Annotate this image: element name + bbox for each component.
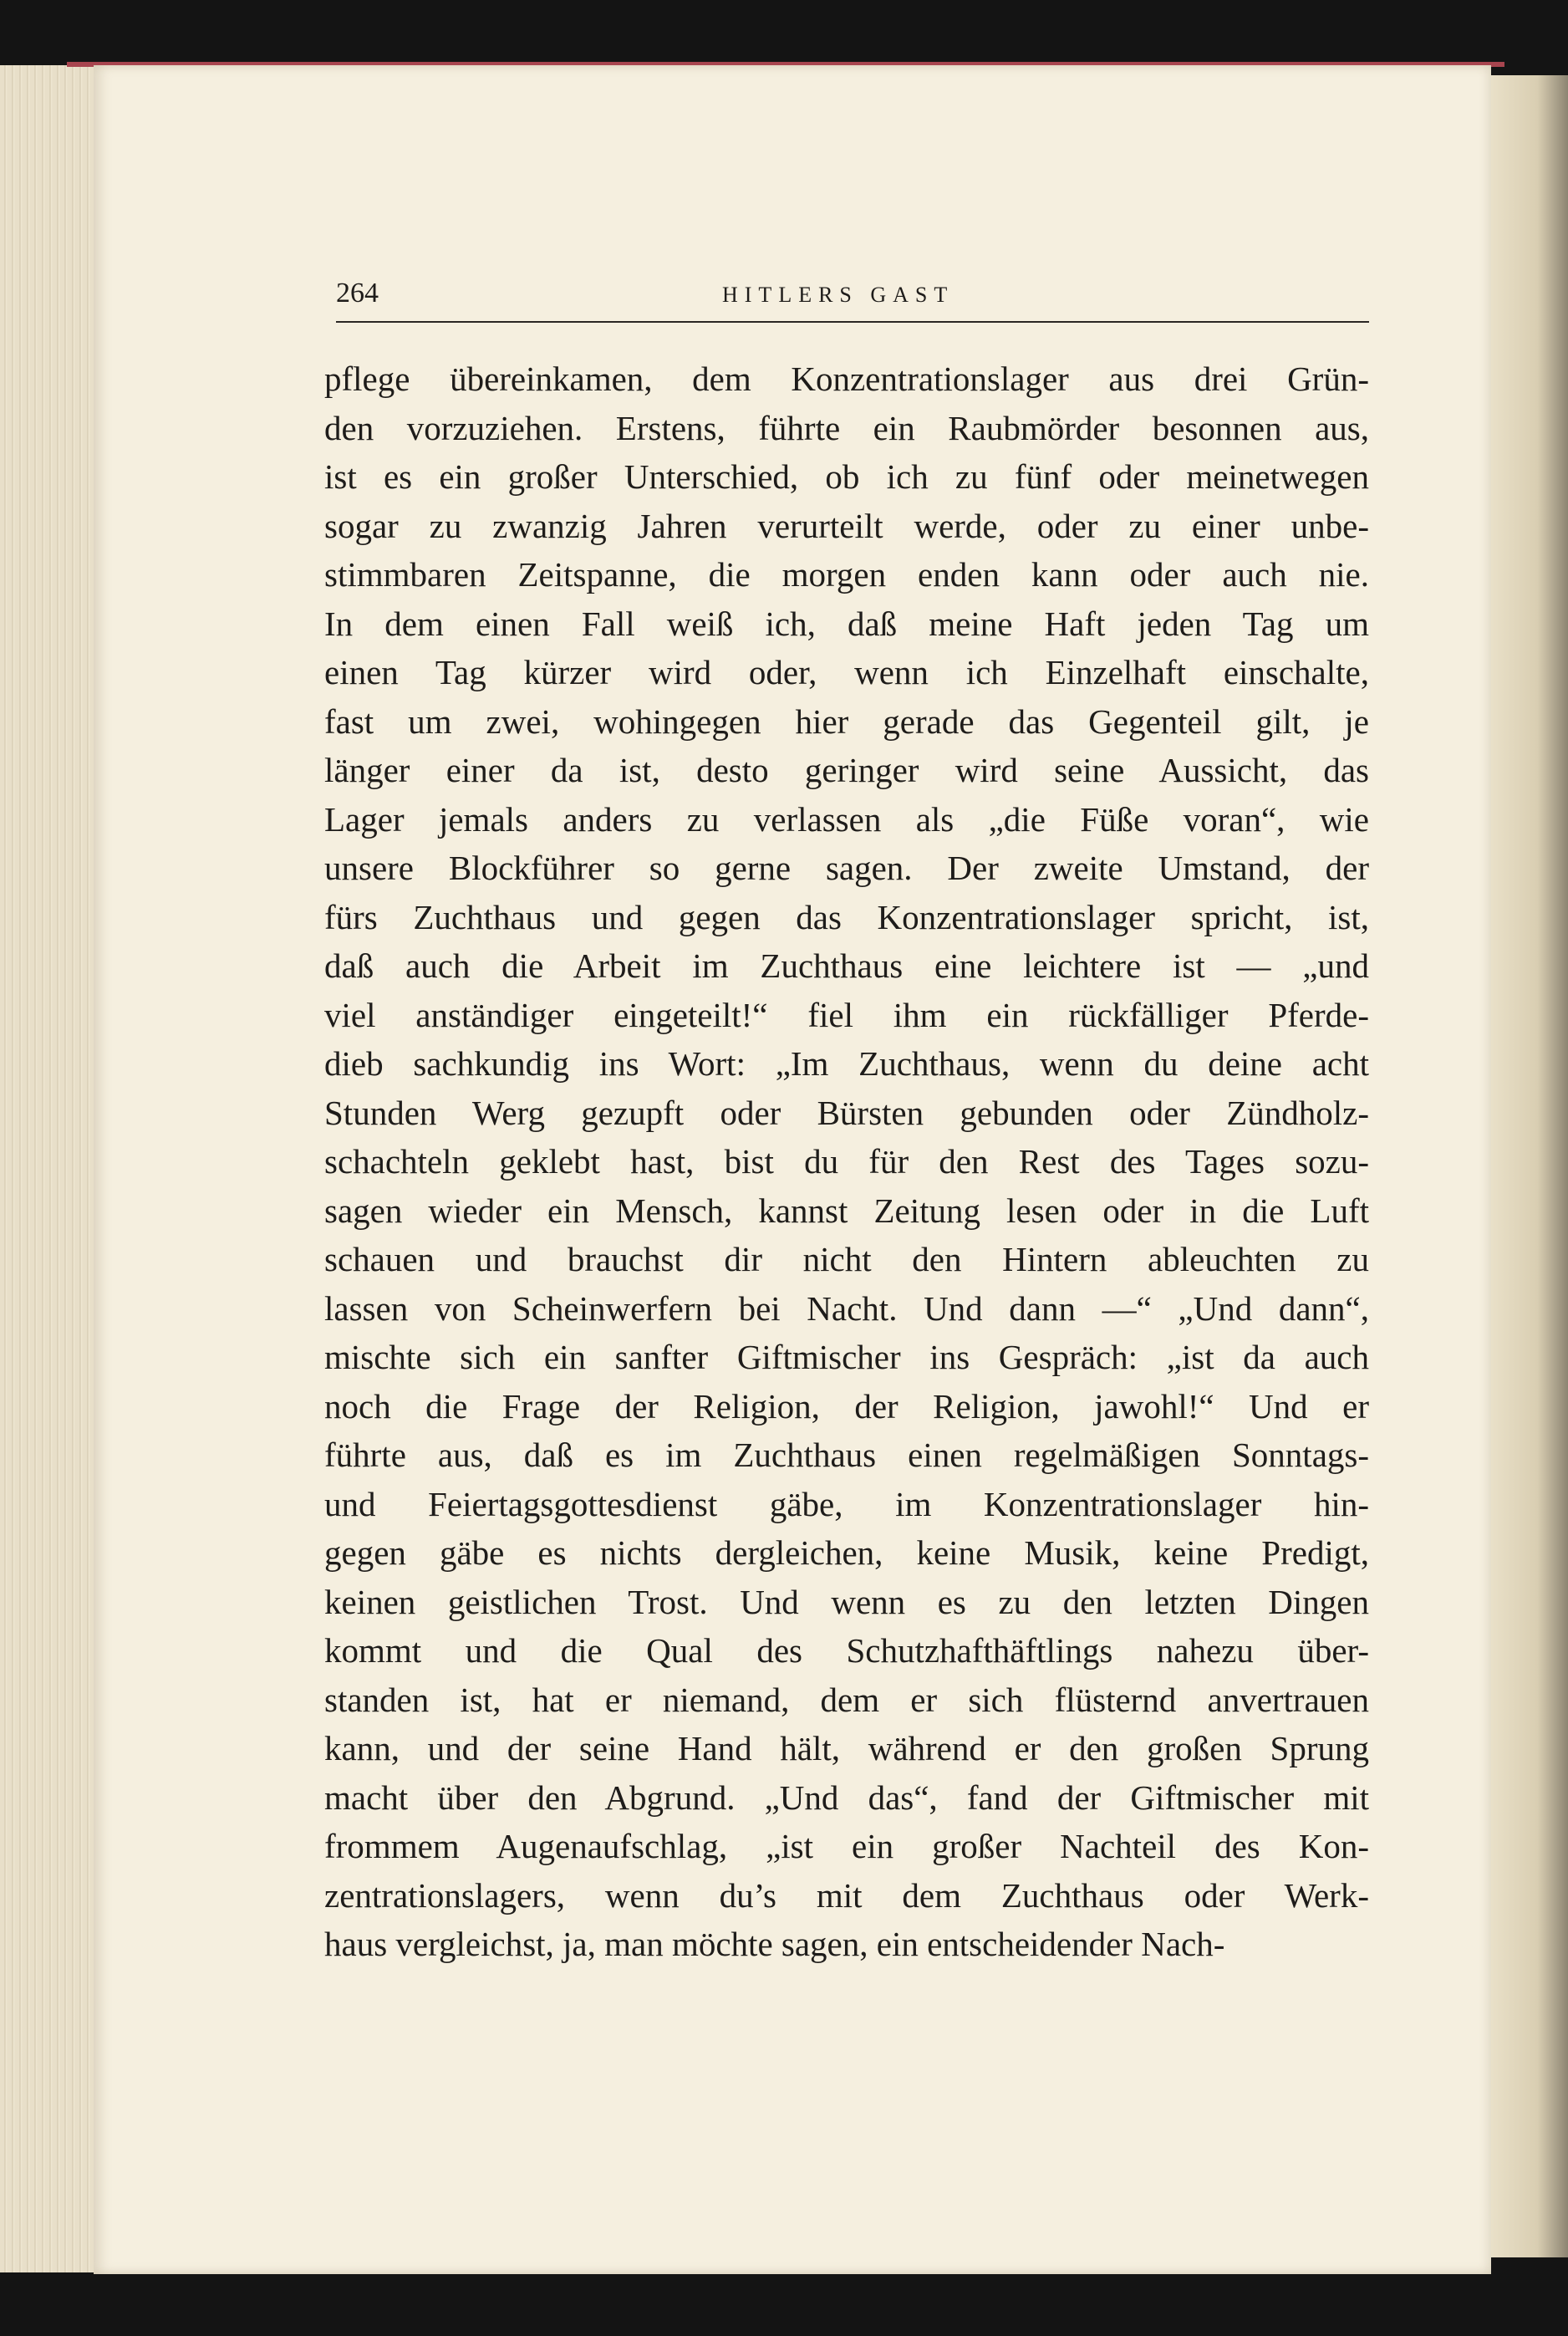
text-line: stimmbaren Zeitspanne, die morgen enden kann oder auch nie. (324, 555, 1369, 594)
running-head: HITLERS GAST (722, 283, 955, 307)
text-line: sogar zu zwanzig Jahren verurteilt werde, oder zu einer unbe- (324, 506, 1369, 545)
text-line: kann, und der seine Hand hält, während er den großen Sprung (324, 1729, 1369, 1767)
header-rule (336, 321, 1369, 323)
book-page-edges-left (0, 65, 100, 2272)
text-line: ist es ein großer Unterschied, ob ich zu fünf oder meinetwegen (324, 457, 1369, 496)
book-page-edges-right (1491, 75, 1568, 2257)
text-line: kommt und die Qual des Schutzhafthäftlings nahezu über- (324, 1631, 1369, 1670)
text-line: schauen und brauchst dir nicht den Hintern ableuchten zu (324, 1240, 1369, 1278)
text-line: lassen von Scheinwerfern bei Nacht. Und dann —“ „Und dann“, (324, 1288, 1369, 1328)
text-line: frommem Augenaufschlag, „ist ein großer Nachteil des Kon- (324, 1827, 1369, 1865)
text-line: daß auch die Arbeit im Zuchthaus eine leichtere ist — „und (324, 946, 1369, 985)
text-line: unsere Blockführer so gerne sagen. Der zweite Umstand, der (324, 849, 1369, 887)
text-line: dieb sachkundig ins Wort: „Im Zuchthaus, wenn du deine acht (324, 1044, 1369, 1083)
text-line: schachteln geklebt hast, bist du für den Rest des Tages sozu- (324, 1142, 1369, 1181)
text-line: viel anständiger eingeteilt!“ fiel ihm ein rückfälliger Pferde- (324, 995, 1369, 1034)
text-line: pflege übereinkamen, dem Konzentrationslager aus drei Grün- (324, 360, 1369, 398)
text-line: mischte sich ein sanfter Giftmischer ins Gespräch: „ist da auch (324, 1338, 1369, 1376)
text-line: noch die Frage der Religion, der Religion, jawohl!“ Und er (324, 1386, 1369, 1426)
text-line: und Feiertagsgottesdienst gäbe, im Konzentrationslager hin- (324, 1484, 1369, 1523)
text-line: macht über den Abgrund. „Und das“, fand der Giftmischer mit (324, 1778, 1369, 1817)
text-line: standen ist, hat er niemand, dem er sich flüsternd anvertrauen (324, 1680, 1369, 1719)
text-line: den vorzuziehen. Erstens, führte ein Raubmörder besonnen aus, (324, 408, 1369, 447)
text-line: länger einer da ist, desto geringer wird seine Aussicht, das (324, 751, 1369, 789)
page-number: 264 (336, 278, 379, 309)
page-header (336, 273, 1369, 323)
text-line: gegen gäbe es nichts dergleichen, keine Musik, keine Predigt, (324, 1533, 1369, 1572)
text-line: Lager jemals anders zu verlassen als „die Füße voran“, wie (324, 799, 1369, 839)
text-line: zentrationslagers, wenn du’s mit dem Zuchthaus oder Werk- (324, 1875, 1369, 1915)
text-line: keinen geistlichen Trost. Und wenn es zu den letzten Dingen (324, 1582, 1369, 1621)
text-line: fürs Zuchthaus und gegen das Konzentrationslager spricht, ist, (324, 897, 1369, 936)
body-text (324, 354, 1369, 1969)
text-line: fast um zwei, wohingegen hier gerade das Gegenteil gilt, je (324, 701, 1369, 741)
text-line: haus vergleichst, ja, man möchte sagen, ein entscheidender Nach- (324, 1925, 1225, 1963)
text-line: einen Tag kürzer wird oder, wenn ich Einzelhaft einschalte, (324, 653, 1369, 691)
text-line: In dem einen Fall weiß ich, daß meine Haft jeden Tag um (324, 604, 1369, 643)
text-line: sagen wieder ein Mensch, kannst Zeitung lesen oder in die Luft (324, 1191, 1369, 1230)
text-line: Stunden Werg gezupft oder Bürsten gebunden oder Zündholz- (324, 1093, 1369, 1132)
text-line: führte aus, daß es im Zuchthaus einen regelmäßigen Sonntags- (324, 1436, 1369, 1474)
